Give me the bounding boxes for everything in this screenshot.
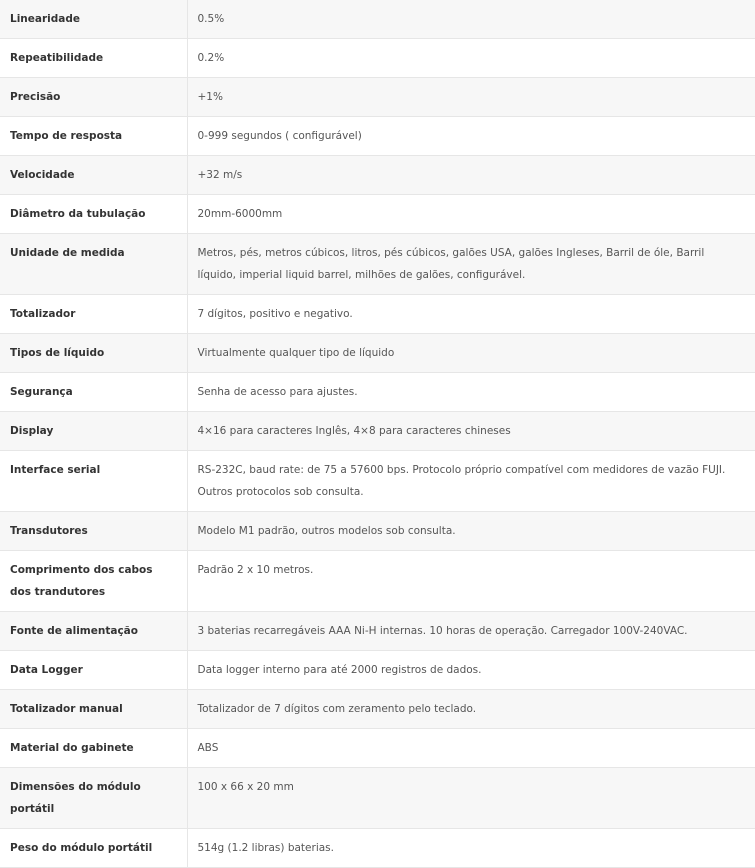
spec-label: Tempo de resposta — [0, 117, 187, 156]
spec-value: Senha de acesso para ajustes. — [187, 373, 755, 412]
spec-value: 0-999 segundos ( configurável) — [187, 117, 755, 156]
spec-label: Interface serial — [0, 451, 187, 512]
table-row — [0, 651, 755, 690]
spec-value: 0.2% — [187, 39, 755, 78]
spec-label: Comprimento dos cabos dos trandutores — [0, 551, 187, 612]
spec-label: Totalizador — [0, 295, 187, 334]
spec-label: Data Logger — [0, 651, 187, 690]
table-row — [0, 768, 755, 829]
spec-value: 3 baterias recarregáveis AAA Ni-H internas. 10 horas de operação. Carregador 100V-240VAC. — [187, 612, 755, 651]
spec-label: Unidade de medida — [0, 234, 187, 295]
spec-label: Transdutores — [0, 512, 187, 551]
table-row — [0, 551, 755, 612]
table-row — [0, 295, 755, 334]
spec-value: 100 x 66 x 20 mm — [187, 768, 755, 829]
spec-value: Virtualmente qualquer tipo de líquido — [187, 334, 755, 373]
spec-value: 20mm-6000mm — [187, 195, 755, 234]
spec-label: Segurança — [0, 373, 187, 412]
table-row — [0, 39, 755, 78]
spec-value: Totalizador de 7 dígitos com zeramento pelo teclado. — [187, 690, 755, 729]
spec-value: Data logger interno para até 2000 registros de dados. — [187, 651, 755, 690]
table-row — [0, 156, 755, 195]
table-row — [0, 829, 755, 868]
table-row — [0, 373, 755, 412]
table-row — [0, 195, 755, 234]
spec-value: RS-232C, baud rate: de 75 a 57600 bps. Protocolo próprio compatível com medidores de vazão FUJI. Outros protocolos sob consulta. — [187, 451, 755, 512]
spec-value: Padrão 2 x 10 metros. — [187, 551, 755, 612]
spec-value: ABS — [187, 729, 755, 768]
spec-value: +32 m/s — [187, 156, 755, 195]
table-row — [0, 512, 755, 551]
spec-label: Material do gabinete — [0, 729, 187, 768]
table-row — [0, 334, 755, 373]
spec-label: Display — [0, 412, 187, 451]
spec-label: Diâmetro da tubulação — [0, 195, 187, 234]
table-row — [0, 690, 755, 729]
table-row — [0, 729, 755, 768]
spec-label: Totalizador manual — [0, 690, 187, 729]
table-row — [0, 451, 755, 512]
spec-value: Modelo M1 padrão, outros modelos sob consulta. — [187, 512, 755, 551]
spec-label: Precisão — [0, 78, 187, 117]
table-row — [0, 117, 755, 156]
table-row — [0, 234, 755, 295]
spec-label: Tipos de líquido — [0, 334, 187, 373]
table-row — [0, 612, 755, 651]
spec-label: Fonte de alimentação — [0, 612, 187, 651]
spec-label: Peso do módulo portátil — [0, 829, 187, 868]
spec-label: Linearidade — [0, 0, 187, 39]
spec-value: +1% — [187, 78, 755, 117]
spec-value: 514g (1.2 libras) baterias. — [187, 829, 755, 868]
spec-label: Repeatibilidade — [0, 39, 187, 78]
spec-value: Metros, pés, metros cúbicos, litros, pés cúbicos, galões USA, galões Ingleses, Barril de óle, Barril líquido, imperial liquid barrel, milhões de galões, configurável. — [187, 234, 755, 295]
table-row — [0, 412, 755, 451]
spec-value: 0.5% — [187, 0, 755, 39]
spec-value: 7 dígitos, positivo e negativo. — [187, 295, 755, 334]
table-row — [0, 78, 755, 117]
spec-label: Velocidade — [0, 156, 187, 195]
spec-label: Dimensões do módulo portátil — [0, 768, 187, 829]
table-row — [0, 0, 755, 39]
spec-value: 4×16 para caracteres Inglês, 4×8 para caracteres chineses — [187, 412, 755, 451]
